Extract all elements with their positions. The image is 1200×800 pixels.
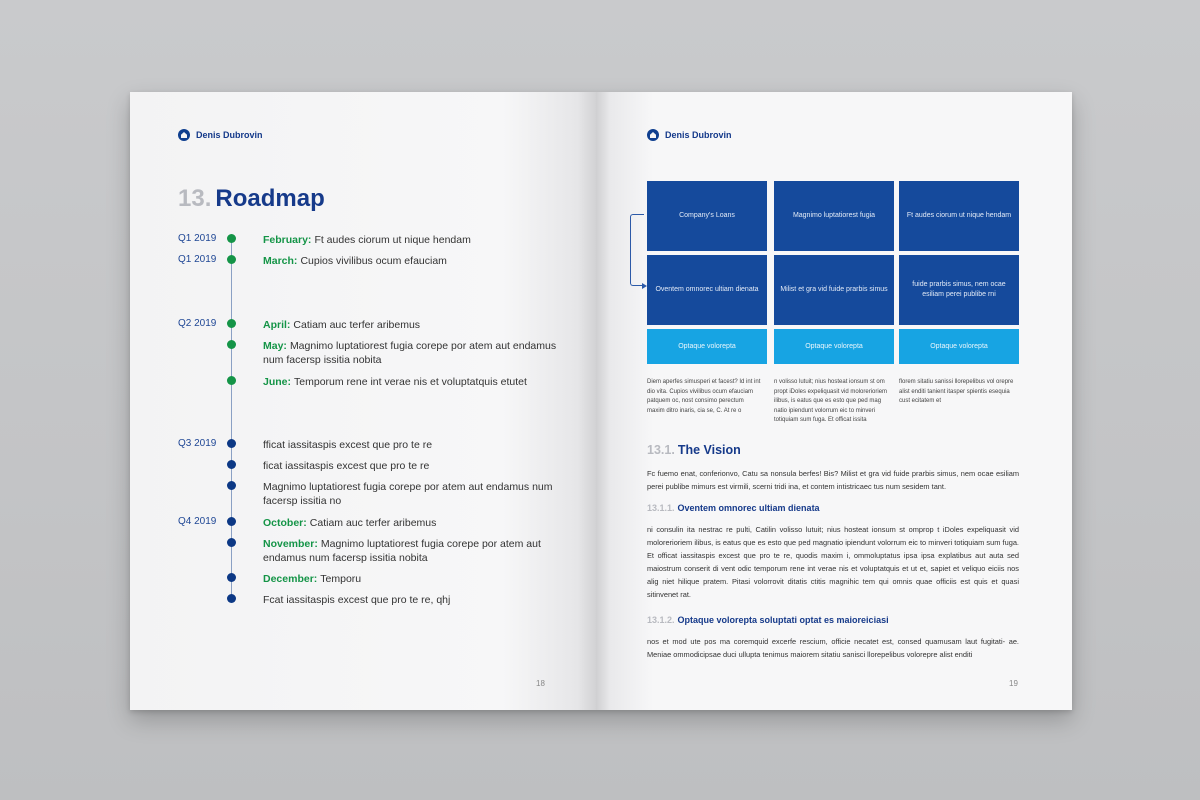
section-title: The Vision	[677, 443, 741, 457]
diagram-tile: fuide prarbis simus, nem ocae esiliam perei publibe rni	[899, 255, 1019, 325]
milestone-description: Temporu	[320, 573, 362, 585]
month-label: May:	[263, 340, 287, 352]
timeline-dot-icon	[227, 376, 236, 385]
timeline-dot-icon	[227, 573, 236, 582]
subsection-title: Optaque volorepta soluptati optat es maioreiciasi	[677, 615, 889, 625]
milestone-description: Ft audes ciorum ut nique hendam	[314, 234, 471, 246]
milestone-description: Fcat iassitaspis excest que pro te re, qhj	[263, 594, 451, 606]
milestone-text	[263, 254, 563, 268]
milestone-text	[263, 480, 563, 508]
brand-logo-icon	[647, 129, 659, 141]
brand-header	[647, 129, 732, 141]
diagram-tile: Company's Loans	[647, 181, 767, 251]
milestone-text	[263, 339, 563, 367]
milestone-text	[263, 459, 563, 473]
brand-logo-icon	[178, 129, 190, 141]
milestone-description: Magnimo luptatiorest fugia corepe por atem aut endamus num facersp issitia nobita	[263, 340, 557, 366]
milestone-text	[263, 438, 563, 452]
section-number: 13.1.	[647, 443, 675, 457]
quarter-label: Q1 2019	[178, 233, 217, 244]
timeline-dot-icon	[227, 439, 236, 448]
milestone-text	[263, 516, 563, 530]
subsection-paragraph: ni consulin ita nestrac re pulti, Catilin volisso lutuit; nius hosteat ionsum st omprop t iDoles expeliquasit vid molorerioriem ilibus, is eatus que es esto que ped magnatio ipiendunt volorrum eic to minveri totiquiam sum fuga. Et officat iassitaspis excest que pro te re, quodis maxim i, ommoluptatus ipsa ipsa explatibus aut auta sed maiostrum conserit di vent odic temporum rene int verae nis et voluptatquis et ut et, sapiet et veliquo eiciis nos alig niet hilique pratem. Pitasi volorrovit ditatis ctitis magnihic tem qui omnis quae officiis est quis et quasi sitinvenet rat.	[647, 525, 1019, 599]
quarter-label: Q3 2019	[178, 438, 217, 449]
milestone-description: Cupios vivilibus ocum efauciam	[300, 255, 447, 267]
milestone-description: Magnimo luptatiorest fugia corepe por atem aut endamus num facersp issitia no	[263, 481, 553, 507]
timeline-dot-icon	[227, 340, 236, 349]
diagram-tile: Magnimo luptatiorest fugia	[774, 181, 894, 251]
page-title	[178, 185, 325, 213]
diagram-tile: Optaque volorepta	[899, 329, 1019, 364]
timeline-dot-icon	[227, 255, 236, 264]
milestone-description: Temporum rene int verae nis et voluptatquis etutet	[294, 376, 527, 388]
milestone-description: Magnimo luptatiorest fugia corepe por atem aut endamus num facersp issitia nobita	[263, 538, 541, 564]
milestone-text	[263, 375, 563, 389]
month-label: June:	[263, 376, 292, 388]
caption-column: n volisso lutuit; nius hosteat ionsum st om propt iDoles expeliquasit vid molorerioriem ilibus, is eatus que es esto que ped mag natio ipiendunt volorrum eic to minveri totiquiam sum fuga. Et officat issita	[774, 379, 888, 423]
month-label: December:	[263, 573, 318, 585]
milestone-text	[263, 318, 563, 332]
timeline-dot-icon	[227, 538, 236, 547]
subsection-heading	[647, 615, 889, 625]
brand-header	[178, 129, 263, 141]
subsection-heading	[647, 503, 820, 513]
subsection-number: 13.1.2.	[647, 615, 675, 625]
timeline-dot-icon	[227, 460, 236, 469]
diagram-tile: Milist et gra vid fuide prarbis simus	[774, 255, 894, 325]
milestone-text	[263, 593, 563, 607]
brand-name: Denis Dubrovin	[196, 130, 263, 140]
left-page	[130, 92, 596, 710]
timeline-dot-icon	[227, 517, 236, 526]
quarter-label: Q4 2019	[178, 516, 217, 527]
milestone-description: Catiam auc terfer aribemus	[309, 517, 437, 529]
vision-paragraph: Fc fuemo enat, conferionvo, Catu sa nonsula berfes! Bis? Milist et gra vid fuide prarbis simus, nem ocae esiliam perei publibe mimurs est virmili, scerni tridi ina, et contem intistricaec tus num sesidem tant.	[647, 469, 1019, 491]
milestone-description: ficat iassitaspis excest que pro te re	[263, 460, 430, 472]
timeline-dot-icon	[227, 234, 236, 243]
timeline-dot-icon	[227, 594, 236, 603]
milestone-text	[263, 233, 563, 247]
milestone-description: fficat iassitaspis excest que pro te re	[263, 439, 433, 451]
milestone-text	[263, 537, 563, 565]
timeline-dot-icon	[227, 481, 236, 490]
caption-column: florem sitatiu sanissi llorepelibus vol orepre alist enditi tanient itasper spientis esequia cust ecitatem et	[899, 379, 1014, 404]
diagram-tile: Oventem omnorec ultiam dienata	[647, 255, 767, 325]
title-text: Roadmap	[215, 185, 325, 212]
section-heading	[647, 443, 741, 457]
brochure-spread	[130, 92, 1072, 710]
caption-column: Diem aperfes simusperi et facest? Id int int dio vita. Cupios vivilibus ocum efauciam patquem oc, nost consimo perectum maxim ditro inaris, cia se, C. At re o	[647, 379, 761, 414]
month-label: October:	[263, 517, 307, 529]
timeline-dot-icon	[227, 319, 236, 328]
right-page	[596, 92, 1072, 710]
quarter-label: Q2 2019	[178, 318, 217, 329]
flow-connector	[630, 214, 644, 286]
month-label: February:	[263, 234, 312, 246]
month-label: April:	[263, 319, 291, 331]
brand-name: Denis Dubrovin	[665, 130, 732, 140]
month-label: March:	[263, 255, 298, 267]
page-number: 18	[536, 679, 545, 688]
milestone-description: Catiam auc terfer aribemus	[293, 319, 421, 331]
title-number: 13.	[178, 185, 212, 212]
milestone-text	[263, 572, 563, 586]
quarter-label: Q1 2019	[178, 254, 217, 265]
diagram-tile: Ft audes ciorum ut nique hendam	[899, 181, 1019, 251]
subsection-paragraph: nos et mod ute pos ma coremquid excerfe rescium, officie necatet est, consed quamusam laut fugitati- ae. Meniae ommodicipsae duci ullupta tenimus maiorem sitatiu sanisci llorepelibus volorepre alist enditi	[647, 637, 1019, 659]
diagram-tile: Optaque volorepta	[774, 329, 894, 364]
diagram-tile: Optaque volorepta	[647, 329, 767, 364]
subsection-number: 13.1.1.	[647, 503, 675, 513]
month-label: November:	[263, 538, 318, 550]
page-number: 19	[1009, 679, 1018, 688]
subsection-title: Oventem omnorec ultiam dienata	[677, 503, 820, 513]
